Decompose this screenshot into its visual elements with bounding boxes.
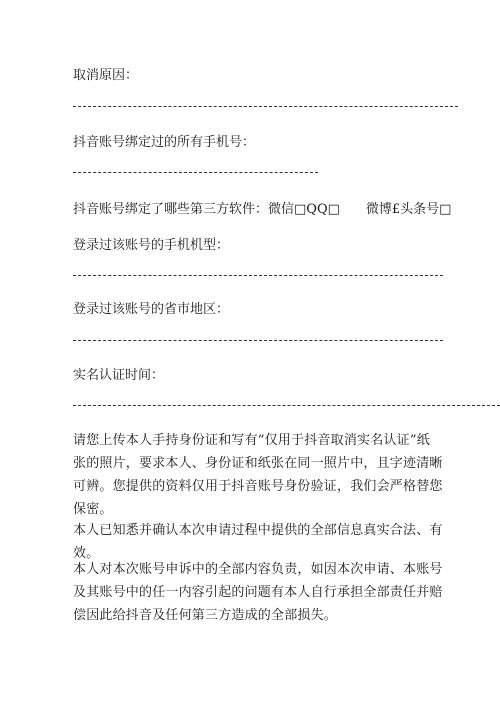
photo-instruction-paragraph: 请您上传本人手持身份证和写有“仅用于抖音取消实名认证”纸张的照片，要求本人、身份证和纸张在同一照片中，且字迹清晰可辨。您提供的资料仅用于抖音账号身份验证，我们会严格替您保密。 xyxy=(73,433,443,517)
region-label: 登录过该账号的省市地区： xyxy=(73,302,230,317)
realname-time-label: 实名认证时间： xyxy=(73,368,165,383)
liability-paragraph: 本人对本次账号申诉中的全部内容负责，如因本次申请、本账号及其账号中的任一内容引起的问题有本人自行承担全部责任并赔偿因此给抖音及任何第三方造成的全部损失。 xyxy=(73,562,443,623)
third-party-label: 抖音账号绑定了哪些第三方软件：微信□QQ□ xyxy=(73,202,340,217)
realname-time-blank xyxy=(73,405,500,406)
third-party-line xyxy=(73,202,451,218)
region-blank xyxy=(73,340,443,341)
phones-blank xyxy=(73,172,318,173)
device-blank xyxy=(73,275,443,276)
confirmation-paragraph: 本人已知悉并确认本次申请过程中提供的全部信息真实合法、有效。 xyxy=(73,523,443,561)
cancel-reason-label: 取消原因： xyxy=(73,68,139,83)
cancel-reason-blank xyxy=(73,106,458,107)
third-party-label-2: 微博£头条号□ xyxy=(365,202,452,217)
phones-label: 抖音账号绑定过的所有手机号： xyxy=(73,135,256,150)
device-label: 登录过该账号的手机机型： xyxy=(73,238,230,253)
